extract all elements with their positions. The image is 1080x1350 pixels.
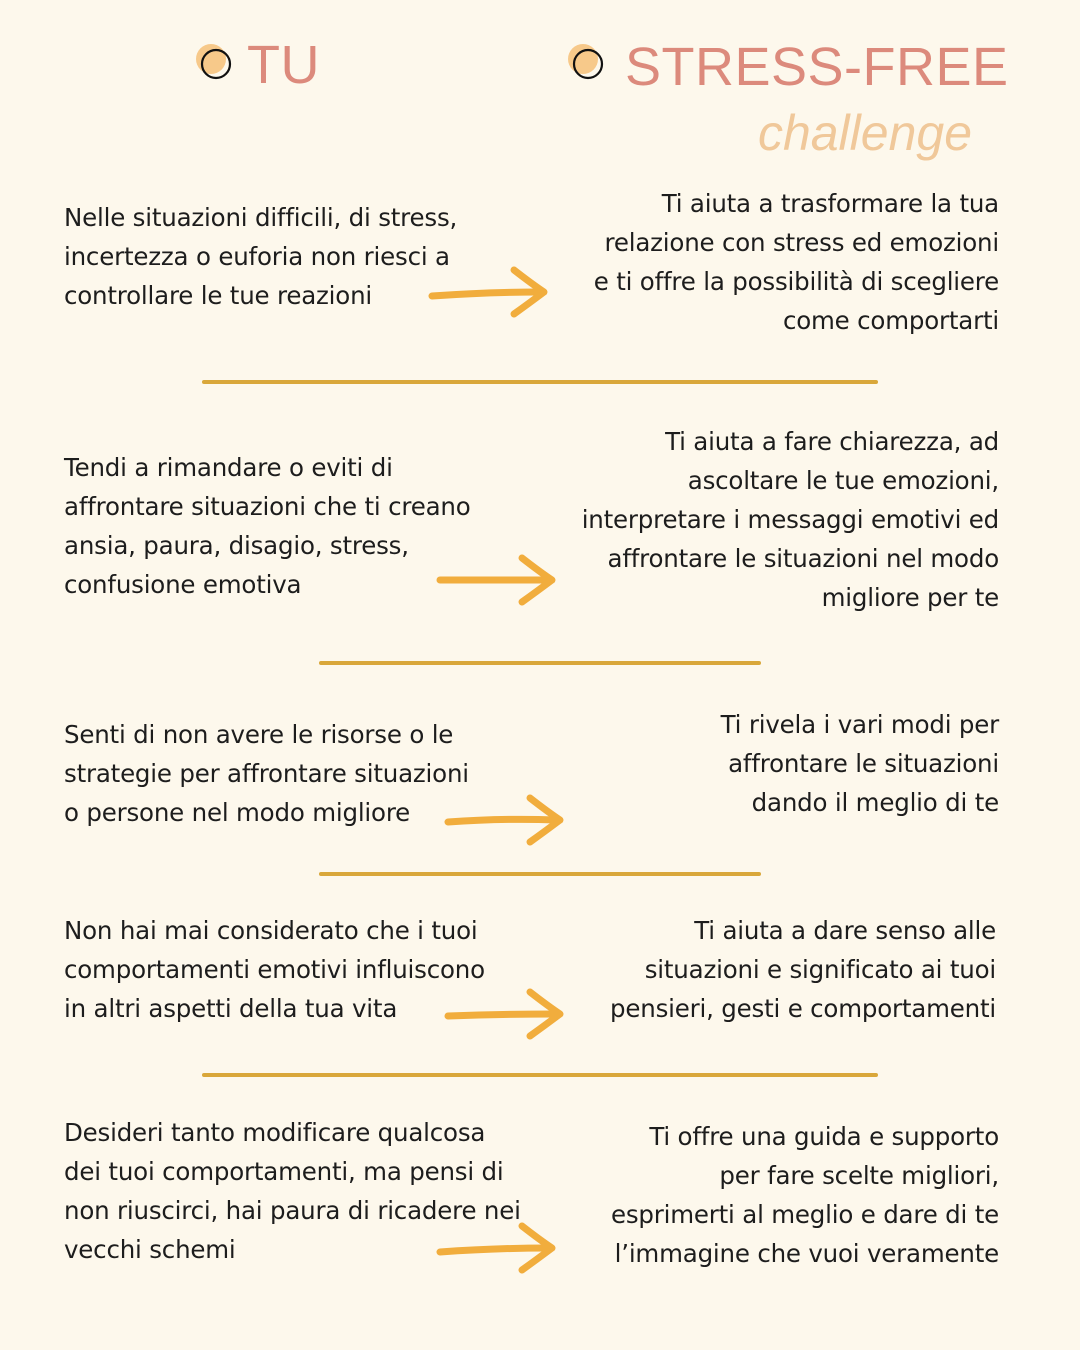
right-arrow-icon: [444, 984, 574, 1044]
right-arrow-icon: [436, 550, 566, 610]
row-1-right-text: Ti aiuta a trasformare la tua relazione con stress ed emozioni e ti offre la possibilità di scegliere come comportarti: [593, 189, 999, 335]
section-divider: [319, 661, 761, 665]
circle-dot-icon: [566, 42, 606, 82]
row-4-right-text: Ti aiuta a dare senso alle situazioni e significato ai tuoi pensieri, gesti e comportamenti: [610, 916, 996, 1023]
row-3-right-text: Ti rivela i vari modi per affrontare le situazioni dando il meglio di te: [720, 710, 999, 817]
row-1-left-text: Nelle situazioni difficili, di stress, incertezza o euforia non riesci a controllare le tue reazioni: [64, 203, 458, 310]
right-arrow-icon: [428, 262, 558, 322]
row-5-left-text: Desideri tanto modificare qualcosa dei tuoi comportamenti, ma pensi di non riuscirci, hai paura di ricadere nei vecchi schemi: [64, 1118, 521, 1264]
row-3-left-text: Senti di non avere le risorse o le strategie per affrontare situazioni o persone nel modo migliore: [64, 720, 469, 827]
left-column-title: TU: [247, 35, 320, 95]
row-4-left-text: Non hai mai considerato che i tuoi comportamenti emotivi influiscono in altri aspetti della tua vita: [64, 916, 485, 1023]
section-divider: [202, 1073, 878, 1077]
section-divider: [202, 380, 878, 384]
circle-dot-icon: [194, 42, 234, 82]
row-2-left-text: Tendi a rimandare o eviti di affrontare situazioni che ti creano ansia, paura, disagio, stress, confusione emotiva: [64, 453, 471, 599]
right-arrow-icon: [436, 1220, 566, 1280]
right-column-title: STRESS-FREE: [625, 37, 1009, 97]
section-divider: [319, 872, 761, 876]
row-2-right-text: Ti aiuta a fare chiarezza, ad ascoltare le tue emozioni, interpretare i messaggi emotivi ed affrontare le situazioni nel modo migliore per te: [581, 427, 999, 612]
right-column-subtitle: challenge: [757, 105, 972, 161]
row-5-right-text: Ti offre una guida e supporto per fare scelte migliori, esprimerti al meglio e dare di te l’immagine che vuoi veramente: [610, 1122, 999, 1268]
right-arrow-icon: [444, 790, 574, 850]
